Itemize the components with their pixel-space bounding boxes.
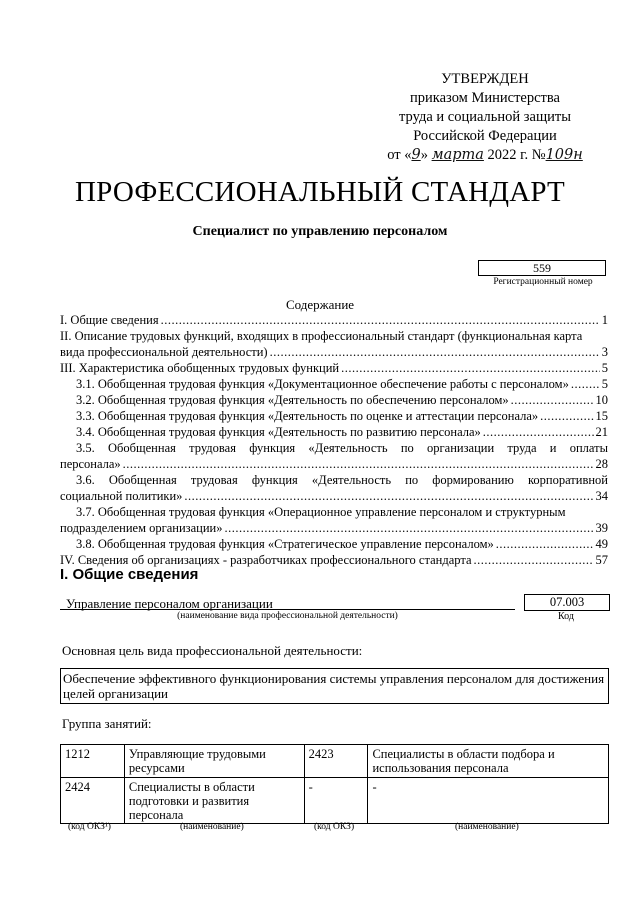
approval-title: УТВЕРЖДЕН: [441, 71, 529, 87]
okz-name-cell: Управляющие трудовыми ресурсами: [124, 745, 304, 778]
okz-name-cell: -: [368, 778, 609, 824]
table-row: [61, 778, 609, 824]
activity-kind-value: Управление персоналом организации: [66, 596, 273, 611]
registration-label: Регистрационный номер: [493, 277, 593, 287]
toc-item[interactable]: I. Общие сведения ..... 1: [60, 312, 608, 328]
date-month: марта: [431, 147, 484, 163]
caption-okz-code: (код ОКЗ¹): [68, 822, 111, 832]
toc-item[interactable]: 3.3. Обобщенная трудовая функция «Деятельность по оценке и аттестации персонала» ..... 15: [60, 408, 608, 424]
okz-code-cell: 1212: [61, 745, 125, 778]
date-year: 2022 г. №: [487, 147, 546, 163]
date-day: 9: [411, 147, 421, 163]
occupation-group-label: Группа занятий:: [62, 716, 152, 731]
activity-code-value: 07.003: [524, 594, 610, 611]
approval-line-country: Российской Федерации: [413, 128, 557, 144]
toc-title: Содержание: [285, 297, 355, 312]
caption-name-2: (наименование): [455, 822, 519, 832]
toc-item[interactable]: IV. Сведения об организациях - разработчиках профессионального стандарта ..... 57: [60, 552, 608, 568]
toc-item[interactable]: 3.8. Обобщенная трудовая функция «Стратегическое управление персоналом» ..... 49: [60, 536, 608, 552]
approval-line-order: приказом Министерства: [410, 90, 560, 106]
okz-name-cell: Специалисты в области подготовки и развития персонала: [124, 778, 304, 824]
approval-date-line: [360, 146, 610, 165]
occupation-table: [60, 744, 609, 824]
toc-item[interactable]: 3.1. Обобщенная трудовая функция «Документационное обеспечение работы с персоналом» ..... 5: [60, 376, 608, 392]
table-of-contents: [60, 312, 608, 568]
toc-item[interactable]: 3.4. Обобщенная трудовая функция «Деятельность по развитию персонала» ..... 21: [60, 424, 608, 440]
okz-name-cell: Специалисты в области подбора и использования персонала: [368, 745, 609, 778]
caption-okz-code-2: (код ОКЗ): [314, 822, 355, 832]
okz-code-cell: 2423: [304, 745, 368, 778]
okz-code-cell: -: [304, 778, 368, 824]
document-title: ПРОФЕССИОНАЛЬНЫЙ СТАНДАРТ: [75, 176, 565, 208]
registration-number: 559: [478, 260, 606, 276]
activity-code-caption: Код: [558, 611, 574, 622]
approval-line-ministry: труда и социальной защиты: [399, 109, 571, 125]
toc-item[interactable]: 3.6. Обобщенная трудовая функция «Деятельность по формированию корпоративной социальной политики» ..... 34: [60, 472, 608, 504]
table-row: [61, 745, 609, 778]
goal-text: Обеспечение эффективного функционирования системы управления персоналом для достижения целей организации: [60, 668, 609, 704]
section-heading: I. Общие сведения: [60, 566, 199, 583]
approval-block: [360, 70, 610, 165]
activity-kind-caption: (наименование вида профессиональной деятельности): [177, 611, 398, 621]
date-prefix: от «: [387, 147, 412, 163]
toc-item[interactable]: 3.2. Обобщенная трудовая функция «Деятельность по обеспечению персоналом» ..... 10: [60, 392, 608, 408]
activity-kind-underline: [60, 609, 515, 610]
toc-item[interactable]: 3.5. Обобщенная трудовая функция «Деятельность по организации труда и оплаты персонала» ..... 28: [60, 440, 608, 472]
document-subtitle: Специалист по управлению персоналом: [192, 224, 448, 239]
caption-name: (наименование): [180, 822, 244, 832]
goal-label: Основная цель вида профессиональной деятельности:: [62, 643, 363, 658]
okz-code-cell: 2424: [61, 778, 125, 824]
toc-item[interactable]: III. Характеристика обобщенных трудовых функций ..... 5: [60, 360, 608, 376]
toc-item[interactable]: 3.7. Обобщенная трудовая функция «Операционное управление персоналом и структурным подразделением организации» ..... 39: [60, 504, 608, 536]
toc-item[interactable]: II. Описание трудовых функций, входящих в профессиональный стандарт (функциональная карта вида профессиональной деятельности) ..... 3: [60, 328, 608, 360]
date-mid: »: [420, 147, 428, 163]
order-number: 109н: [545, 147, 583, 163]
